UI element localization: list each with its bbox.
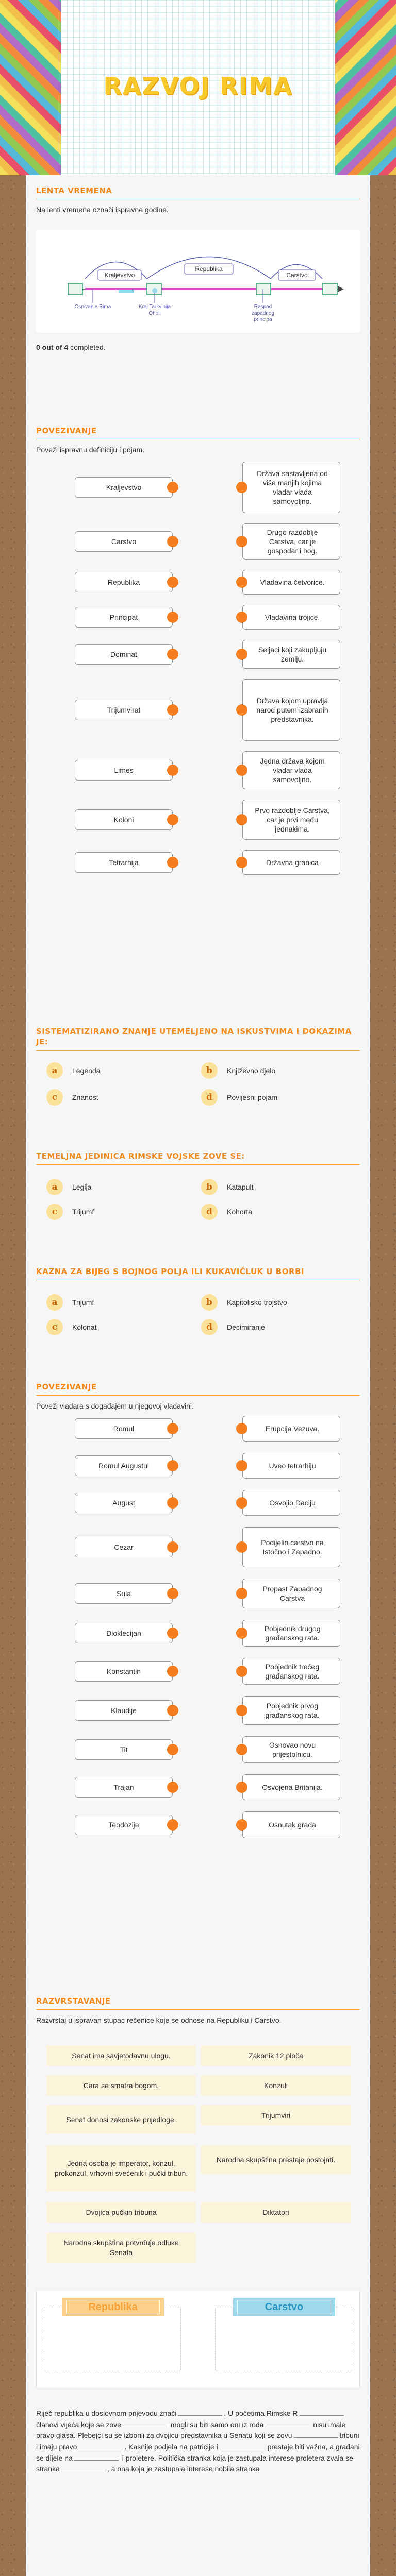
section-title: TEMELJNA JEDINICA RIMSKE VOJSKE ZOVE SE: [36, 1151, 360, 1165]
match-connector-dot[interactable] [236, 1705, 248, 1716]
section-instruction: Na lenti vremena označi ispravne godine. [36, 206, 169, 214]
match-term[interactable]: Konstantin [75, 1661, 173, 1682]
cloze-part: i proletere. Politička stranka koja je zastupala interese proletera zvala se stranka [36, 2453, 353, 2473]
answer-option-c[interactable] [46, 1318, 201, 1336]
answer-option-c[interactable] [46, 1088, 201, 1107]
draggable-chip[interactable]: Senat ima savjetodavnu ulogu. [46, 2045, 196, 2066]
quiz-section-znanost [36, 1026, 360, 1109]
timeline-section [36, 185, 360, 355]
match-connector-dot[interactable] [236, 1588, 248, 1599]
match-row [52, 1736, 356, 1763]
page-title: RAZVOJ RIMA [103, 72, 293, 100]
quiz-section-kazna [36, 1266, 360, 1338]
match-definition[interactable]: Pobjednik trećeg građanskog rata. [242, 1658, 340, 1685]
match-definition[interactable]: Propast Zapadnog Carstva [242, 1579, 340, 1608]
timeline-label-kraljevstvo: Kraljevstvo [104, 272, 135, 279]
match-connector-dot[interactable] [236, 536, 248, 547]
match-row [52, 679, 356, 741]
match-term[interactable]: Teodozije [75, 1815, 173, 1835]
match-term[interactable]: Tetrarhija [75, 852, 173, 873]
section-title: LENTA VREMENA [36, 185, 360, 199]
match-connector-dot[interactable] [236, 1744, 248, 1755]
match-definition[interactable]: Vladavina četvorice. [242, 570, 340, 595]
section-instruction: Poveži vladara s događajem u njegovoj vladavini. [36, 1402, 194, 1411]
timeline-event-raspad: Raspad zapadnog principa [252, 304, 274, 323]
answer-option-a[interactable] [46, 1178, 201, 1196]
classify-bins [36, 2290, 360, 2387]
match-connector-dot[interactable] [167, 704, 178, 716]
answer-option-b[interactable] [201, 1178, 356, 1196]
match-term[interactable]: Romul Augustul [75, 1455, 173, 1476]
match-row [52, 1416, 356, 1442]
draggable-chip[interactable]: Jedna osoba je imperator, konzul, prokonzul, vrhovni svećenik i pučki tribun. [46, 2145, 196, 2192]
match-definition[interactable]: Erupcija Vezuva. [242, 1416, 340, 1442]
cloze-part: tribuni i imaju pravo [36, 2431, 359, 2451]
match-connector-dot[interactable] [167, 1460, 178, 1471]
cloze-blank[interactable] [265, 2421, 309, 2427]
section-title: POVEZIVANJE [36, 426, 360, 439]
draggable-chip[interactable]: Konzuli [201, 2075, 351, 2096]
timeline-event-osnivanje: Osnivanje Rima [74, 304, 111, 310]
match-term[interactable]: Carstvo [75, 531, 173, 552]
option-letter-badge: a [46, 1062, 63, 1079]
cloze-text [36, 2408, 360, 2475]
match-connector-dot[interactable] [167, 1497, 178, 1509]
match-definition[interactable]: Država kojom upravlja narod putem izabranih predstavnika. [242, 679, 340, 741]
option-text: Trijumf [72, 1208, 94, 1216]
section-title: RAZVRSTAVANJE [36, 1996, 360, 2010]
match-connector-dot[interactable] [167, 765, 178, 776]
option-text: Kapitolisko trojstvo [227, 1298, 287, 1307]
option-letter-badge: d [201, 1204, 218, 1220]
draggable-chip[interactable]: Senat donosi zakonske prijedloge. [46, 2105, 196, 2134]
match-row [52, 640, 356, 669]
match-connector-dot[interactable] [167, 857, 178, 868]
draggable-chip[interactable]: Narodna skupština prestaje postojati. [201, 2145, 351, 2174]
answer-option-d[interactable] [201, 1318, 356, 1336]
match-connector-dot[interactable] [236, 814, 248, 825]
quiz-section-legija [36, 1151, 360, 1223]
match-row [52, 1774, 356, 1800]
cloze-blank[interactable] [178, 2410, 222, 2416]
timeline-diagram [36, 230, 360, 333]
option-letter-badge: b [201, 1062, 218, 1079]
match-term[interactable]: Limes [75, 760, 173, 781]
match-term[interactable]: Dioklecijan [75, 1623, 173, 1643]
match-connector-dot[interactable] [236, 1460, 248, 1471]
match-definition[interactable]: Vladavina trojice. [242, 605, 340, 630]
match-row [52, 1579, 356, 1608]
option-letter-badge: a [46, 1294, 63, 1311]
match-term[interactable]: Republika [75, 572, 173, 592]
match-definition[interactable]: Pobjednik drugog građanskog rata. [242, 1620, 340, 1647]
match-connector-dot[interactable] [236, 1628, 248, 1639]
cloze-part: nisu imale pravo glasa. Plebejci su se izborili za dvojicu predstavnika u Senatu koji se zovu [36, 2420, 346, 2440]
cloze-blank[interactable] [123, 2421, 167, 2427]
match-definition[interactable]: Seljaci koji zakupljuju zemlju. [242, 640, 340, 669]
cloze-part: članovi vijeća koje se zove [36, 2420, 121, 2429]
option-text: Legenda [72, 1066, 101, 1075]
match-connector-dot[interactable] [167, 1819, 178, 1831]
bin-republika[interactable] [44, 2301, 181, 2371]
match-connector-dot[interactable] [236, 577, 248, 588]
match-row [52, 1453, 356, 1479]
match-connector-dot[interactable] [167, 1628, 178, 1639]
answer-option-b[interactable] [201, 1293, 356, 1312]
option-letter-badge: c [46, 1204, 63, 1220]
match-row [52, 605, 356, 630]
match-connector-dot[interactable] [236, 857, 248, 868]
classify-section [36, 1996, 360, 2527]
match-definition[interactable]: Osnutak grada [242, 1811, 340, 1838]
draggable-chip[interactable]: Trijumviri [201, 2105, 351, 2126]
section-title: POVEZIVANJE [36, 1382, 360, 1396]
option-letter-badge: a [46, 1179, 63, 1195]
matching-section-rulers [36, 1382, 360, 2067]
match-definition[interactable]: Jedna država kojom vladar vlada samovoljno. [242, 751, 340, 789]
header-banner [0, 0, 396, 175]
cloze-part: . U početima Rimske R [224, 2409, 298, 2417]
answer-option-b[interactable] [201, 1061, 356, 1080]
option-letter-badge: c [46, 1319, 63, 1335]
match-row [52, 1620, 356, 1647]
timeline-label-republika: Republika [195, 265, 223, 273]
match-term[interactable]: August [75, 1493, 173, 1513]
draggable-chip[interactable]: Dvojica pučkih tribuna [46, 2202, 196, 2223]
match-definition[interactable]: Osvojio Daciju [242, 1490, 340, 1516]
completion-status [36, 343, 106, 351]
match-connector-dot[interactable] [167, 577, 178, 588]
draggable-chip[interactable]: Cara se smatra bogom. [46, 2075, 196, 2096]
match-connector-dot[interactable] [236, 612, 248, 623]
matching-section-definitions [36, 426, 360, 961]
answer-option-d[interactable] [201, 1202, 356, 1221]
cloze-blank[interactable] [220, 2443, 264, 2449]
bin-label-republika: Republika [62, 2298, 164, 2316]
timeline-label-carstvo: Carstvo [286, 272, 308, 279]
match-row [52, 570, 356, 595]
bin-label-carstvo: Carstvo [233, 2298, 335, 2316]
worksheet-panel [26, 175, 370, 2576]
option-text: Kolonat [72, 1323, 97, 1331]
match-row [52, 523, 356, 560]
cloze-blank[interactable] [300, 2410, 344, 2416]
match-row [52, 1658, 356, 1685]
match-term[interactable]: Trijumvirat [75, 700, 173, 720]
match-connector-dot[interactable] [236, 1497, 248, 1509]
answer-option-c[interactable] [46, 1202, 201, 1221]
option-letter-badge: c [46, 1089, 63, 1106]
match-term[interactable]: Sula [75, 1583, 173, 1604]
match-connector-dot[interactable] [236, 704, 248, 716]
match-connector-dot[interactable] [167, 482, 178, 493]
timeline-card [36, 230, 360, 333]
match-row [52, 1527, 356, 1567]
match-connector-dot[interactable] [236, 649, 248, 660]
match-definition[interactable]: Podijelio carstvo na Istočno i Zapadno. [242, 1527, 340, 1567]
match-connector-dot[interactable] [236, 1782, 248, 1793]
match-connector-dot[interactable] [167, 1705, 178, 1716]
section-instruction: Poveži ispravnu definiciju i pojam. [36, 446, 145, 454]
match-definition[interactable]: Drugo razdoblje Carstva, car je gospodar i bog. [242, 523, 340, 560]
option-text: Kohorta [227, 1208, 253, 1216]
match-term[interactable]: Koloni [75, 809, 173, 830]
match-term[interactable]: Romul [75, 1418, 173, 1439]
match-term[interactable]: Tit [75, 1739, 173, 1760]
answer-option-a[interactable] [46, 1293, 201, 1312]
match-connector-dot[interactable] [167, 1423, 178, 1434]
answer-option-a[interactable] [46, 1061, 201, 1080]
match-term[interactable]: Kraljevstvo [75, 477, 173, 498]
option-text: Katapult [227, 1183, 254, 1191]
match-row [52, 1490, 356, 1516]
option-text: Znanost [72, 1093, 98, 1101]
option-letter-badge: d [201, 1319, 218, 1335]
answer-option-d[interactable] [201, 1088, 356, 1107]
match-definition[interactable]: Državna granica [242, 850, 340, 875]
match-definition[interactable]: Pobjednik prvog građanskog rata. [242, 1696, 340, 1725]
cloze-blank[interactable] [74, 2454, 119, 2461]
match-definition[interactable]: Osnovao novu prijestolnicu. [242, 1736, 340, 1763]
match-definition[interactable]: Prvo razdoblje Carstva, car je prvi među jednakima. [242, 800, 340, 840]
match-row [52, 850, 356, 875]
header-stripes-right [335, 0, 396, 175]
option-letter-badge: b [201, 1294, 218, 1311]
match-connector-dot[interactable] [167, 612, 178, 623]
completion-suffix: completed. [68, 343, 106, 351]
match-connector-dot[interactable] [167, 1666, 178, 1677]
match-connector-dot[interactable] [167, 1782, 178, 1793]
match-connector-dot[interactable] [167, 814, 178, 825]
option-text: Književno djelo [227, 1066, 276, 1075]
match-row [52, 462, 356, 513]
option-letter-badge: d [201, 1089, 218, 1106]
match-connector-dot[interactable] [236, 482, 248, 493]
match-connector-dot[interactable] [236, 1541, 248, 1553]
match-term[interactable]: Klaudije [75, 1700, 173, 1721]
match-connector-dot[interactable] [167, 649, 178, 660]
option-text: Trijumf [72, 1298, 94, 1307]
match-connector-dot[interactable] [236, 1819, 248, 1831]
option-text: Legija [72, 1183, 92, 1191]
section-instruction: Razvrstaj u ispravan stupac rečenice koje se odnose na Republiku i Carstvo. [36, 2016, 282, 2025]
match-row [52, 1811, 356, 1838]
match-term[interactable]: Trajan [75, 1777, 173, 1798]
draggable-chip[interactable]: Narodna skupština potvrđuje odluke Senata [46, 2233, 196, 2263]
option-text: Povijesni pojam [227, 1093, 278, 1101]
match-row [52, 1696, 356, 1725]
bin-carstvo[interactable] [215, 2301, 352, 2371]
cloze-blank[interactable] [78, 2443, 123, 2449]
match-connector-dot[interactable] [167, 1588, 178, 1599]
match-connector-dot[interactable] [167, 1744, 178, 1755]
match-definition[interactable]: Država sastavljena od više manjih kojima vladar vlada samovoljno. [242, 462, 340, 513]
cloze-part: mogli su biti samo oni iz roda [168, 2420, 264, 2429]
option-text: Decimiranje [227, 1323, 265, 1331]
cloze-part: . Kasnije podjela na patricije i [124, 2443, 218, 2451]
match-term[interactable]: Principat [75, 607, 173, 628]
cloze-part: Riječ republika u doslovnom prijevodu znači [36, 2409, 177, 2417]
match-definition[interactable]: Osvojena Britanija. [242, 1774, 340, 1800]
cloze-part: prestaje biti važna, a građani se dijele na [36, 2443, 360, 2462]
section-title: KAZNA ZA BIJEG S BOJNOG POLJA ILI KUKAVIČLUK U BORBI [36, 1266, 360, 1280]
match-row [52, 751, 356, 789]
section-title: SISTEMATIZIRANO ZNANJE UTEMELJENO NA ISKUSTVIMA I DOKAZIMA JE: [36, 1026, 360, 1051]
cloze-part: , a ona koja je zastupala interese nobila stranka [107, 2465, 260, 2473]
cloze-blank[interactable] [294, 2432, 338, 2438]
match-connector-dot[interactable] [236, 1423, 248, 1434]
header-stripes-left [0, 0, 61, 175]
match-connector-dot[interactable] [236, 1666, 248, 1677]
match-term[interactable]: Cezar [75, 1537, 173, 1557]
match-term[interactable]: Dominat [75, 644, 173, 665]
match-definition[interactable]: Uveo tetrarhiju [242, 1453, 340, 1479]
completion-count: 0 out of 4 [36, 343, 69, 351]
match-connector-dot[interactable] [167, 1541, 178, 1553]
match-row [52, 800, 356, 840]
cloze-blank[interactable] [61, 2465, 106, 2471]
match-connector-dot[interactable] [167, 536, 178, 547]
match-connector-dot[interactable] [236, 765, 248, 776]
draggable-chip[interactable]: Zakonik 12 ploča [201, 2045, 351, 2066]
timeline-event-kraj-tarkvinija: Kraj Tarkvinija Oholi [138, 304, 171, 316]
option-letter-badge: b [201, 1179, 218, 1195]
draggable-chip[interactable]: Diktatori [201, 2202, 351, 2223]
